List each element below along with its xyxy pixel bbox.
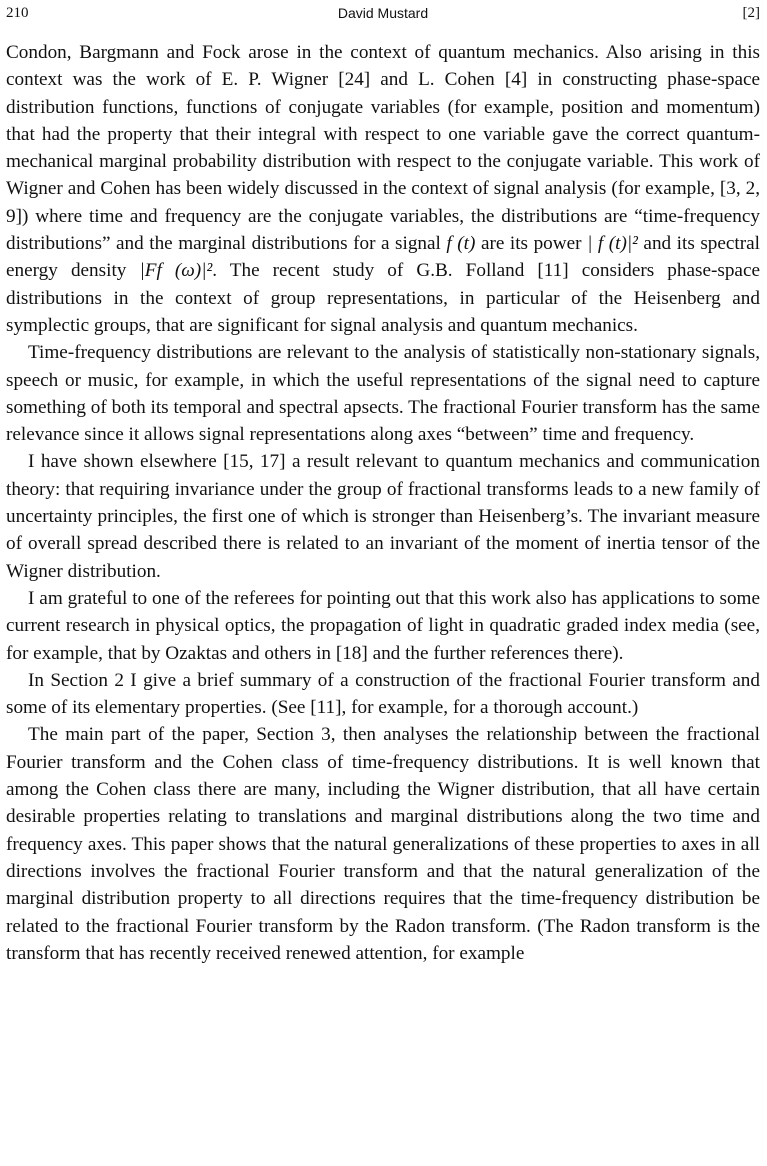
- paragraph-continuation: [6, 39, 760, 339]
- math-spectral-density: |Ff (ω)|²: [139, 260, 213, 282]
- math-power: | f (t)|²: [587, 233, 638, 255]
- text-segment: and its spectral energy density: [6, 233, 760, 282]
- math-signal: f (t): [446, 233, 476, 255]
- body-text: [6, 39, 760, 967]
- page: [6, 0, 760, 1166]
- paragraph-uncertainty: I have shown elsewhere [15, 17] a result relevant to quantum mechanics and communication theory: that requiring invariance under the group of fractional transforms leads to a new family of uncertainty principles, the first one of which is stronger than Heisenberg’s. The invariant measure of overall spread described there is related to an invariant of the moment of inertia tensor of the Wigner distribution.: [6, 451, 760, 582]
- paragraph-time-frequency: Time-frequency distributions are relevant to the analysis of statistically non-stationary signals, speech or music, for example, in which the useful representations of the signal need to capture something of both its temporal and spectral apsects. The fractional Fourier transform has the same relevance since it allows signal representations along axes “between” time and frequency.: [6, 342, 760, 446]
- running-head: [6, 0, 760, 30]
- text-segment: are its power: [475, 233, 588, 255]
- running-head-author: David Mustard: [337, 5, 429, 21]
- running-head-reference: [2]: [742, 5, 760, 21]
- paragraph-section-3: The main part of the paper, Section 3, then analyses the relationship between the fractional Fourier transform and the Cohen class of time-frequency distributions. It is well known that among the Cohen class there are many, including the Wigner distribution, that all have certain desirable properties relating to translations and marginal distributions along the two time and frequency axes. This paper shows that the natural generalizations of these properties to axes in all directions involves the fractional Fourier transform and that the natural generalization of the marginal distribution property to all directions requires that the time-frequency distribution be related to the fractional Fourier transform by the Radon transform. (The Radon transform is the transform that has recently received renewed attention, for example: [6, 724, 760, 964]
- paragraph-section-2: In Section 2 I give a brief summary of a construction of the fractional Fourier transform and some of its elementary properties. (See [11], for example, for a thorough account.): [6, 669, 760, 719]
- page-number: 210: [6, 5, 29, 21]
- paragraph-acknowledgement: I am grateful to one of the referees for pointing out that this work also has applications to some current research in physical optics, the propagation of light in quadratic graded index media (see, for example, that by Ozaktas and others in [18] and the further references there).: [6, 587, 760, 664]
- text-segment: . The recent study of G.B. Folland [11] considers phase-space distributions in the context of group representations, in particular of the Heisenberg and symplectic groups, that are significant for signal analysis and quantum mechanics.: [6, 260, 760, 336]
- text-segment: Condon, Bargmann and Fock arose in the context of quantum mechanics. Also arising in this context was the work of E. P. Wigner [24] and L. Cohen [4] in constructing phase-space distribution functions, functions of conjugate variables (for example, position and momentum) that had the property that their integral with respect to one variable gave the correct quantum-mechanical marginal probability distribution with respect to the conjugate variable. This work of Wigner and Cohen has been widely discussed in the context of signal analysis (for example, [3, 2, 9]) where time and frequency are the conjugate variables, the distributions are “time-frequency distributions” and the marginal distributions for a signal: [6, 42, 760, 255]
